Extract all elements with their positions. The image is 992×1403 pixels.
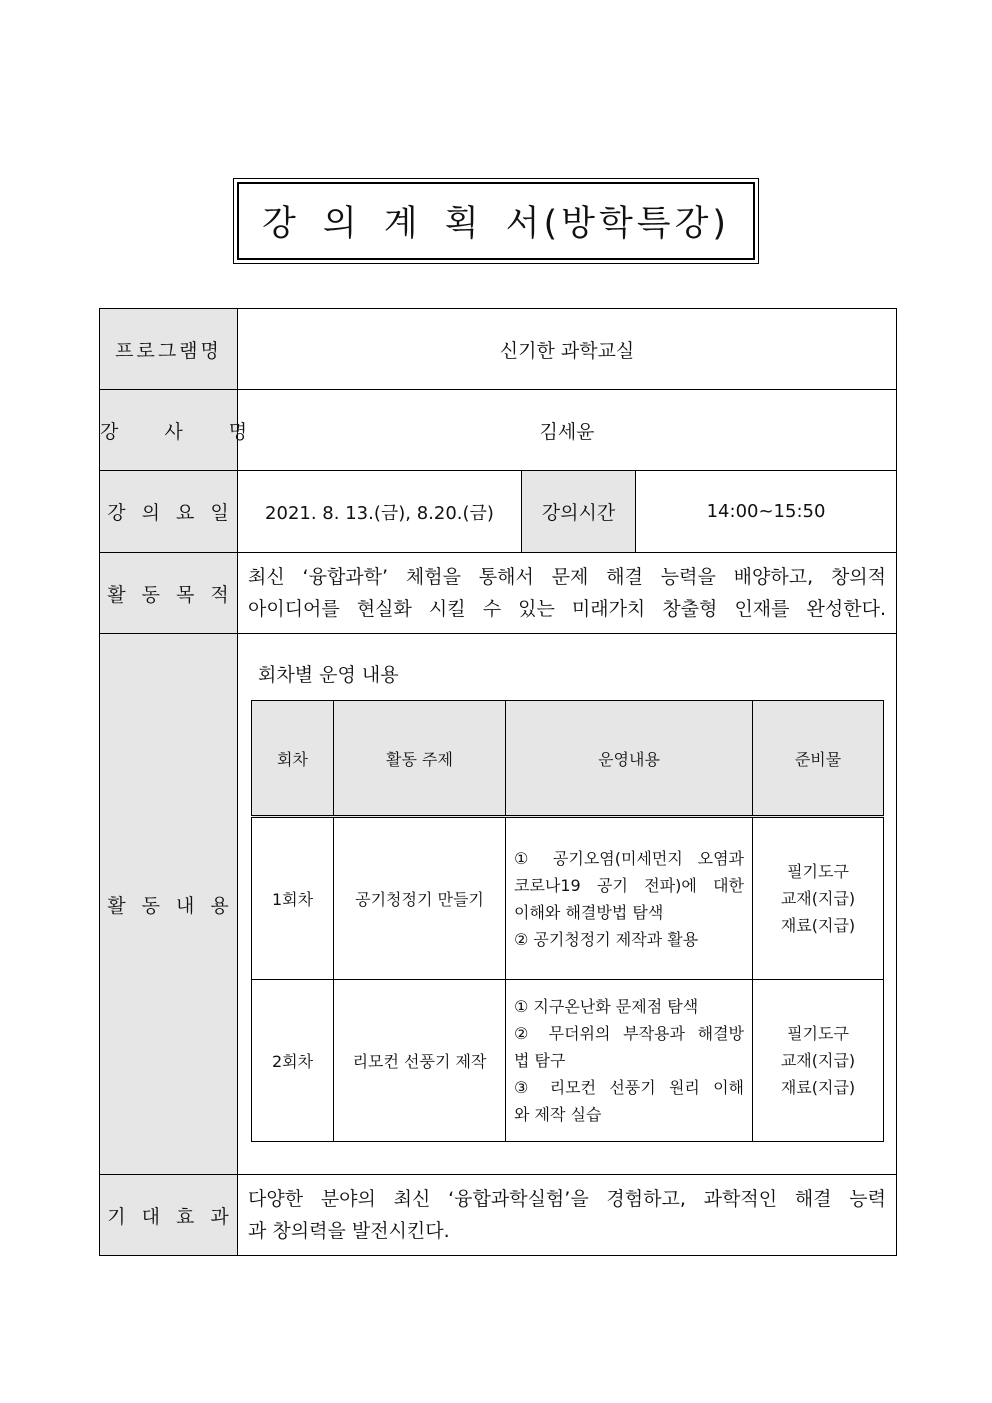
schedule-label: 강 의 요 일 (100, 471, 238, 553)
detail-line: 이해와 해결방법 탐색 (514, 902, 664, 922)
table-row (252, 980, 884, 1142)
session-table-header (252, 701, 884, 817)
detail-line: 코로나19 공기 전파)에 대한 (514, 875, 744, 895)
effect-label: 기 대 효 과 (100, 1175, 238, 1256)
effect-row (100, 1175, 897, 1256)
material-item: 교재(지급) (780, 889, 856, 908)
content-row (100, 634, 897, 1175)
document-title: 강 의 계 획 서(방학특강) (237, 182, 755, 260)
schedule-row (100, 471, 897, 553)
program-label: 프로그램명 (100, 309, 238, 390)
instructor-row (100, 390, 897, 471)
session-topic: 리모컨 선풍기 제작 (334, 980, 506, 1142)
header-details: 운영내용 (506, 701, 753, 817)
instructor-label: 강 사 명 (100, 390, 238, 471)
goal-line-1: 최신 ‘융합과학’ 체험을 통해서 문제 해결 능력을 배양하고, 창의적 (248, 566, 887, 588)
goal-text (238, 553, 897, 634)
material-item: 필기도구 (787, 1024, 849, 1043)
content-subtitle: 회차별 운영 내용 (258, 664, 399, 686)
material-item: 재료(지급) (780, 916, 856, 935)
header-topic: 활동 주제 (334, 701, 506, 817)
session-details (506, 817, 753, 980)
lecture-plan-table (99, 308, 897, 1256)
detail-line: ② 무더위의 부작용과 해결방 (514, 1024, 744, 1043)
time-value: 14:00~15:50 (636, 471, 897, 553)
material-item: 교재(지급) (780, 1051, 856, 1070)
detail-line: ① 지구온난화 문제점 탐색 (514, 997, 699, 1016)
material-item: 필기도구 (787, 862, 849, 881)
detail-line: 법 탐구 (514, 1051, 566, 1070)
session-table (251, 700, 884, 1142)
session-round: 1회차 (252, 817, 334, 980)
schedule-value: 2021. 8. 13.(금), 8.20.(금) (238, 471, 522, 553)
detail-line: ② 공기청정기 제작과 활용 (514, 929, 699, 949)
document-title-box (233, 178, 759, 264)
content-cell (238, 634, 897, 1175)
effect-text (238, 1175, 897, 1256)
detail-line: ③ 리모컨 선풍기 원리 이해 (514, 1078, 744, 1097)
session-materials (753, 980, 884, 1142)
goal-line-2: 아이디어를 현실화 시킬 수 있는 미래가치 창출형 인재를 완성한다. (248, 598, 887, 620)
content-label: 활 동 내 용 (100, 634, 238, 1175)
table-row (252, 817, 884, 980)
goal-row (100, 553, 897, 634)
session-materials (753, 817, 884, 980)
program-row (100, 309, 897, 390)
effect-line-2: 과 창의력을 발전시킨다. (248, 1220, 450, 1242)
session-details (506, 980, 753, 1142)
detail-line: ① 공기오염(미세먼지 오염과 (514, 848, 744, 868)
program-value: 신기한 과학교실 (238, 309, 897, 390)
material-item: 재료(지급) (780, 1078, 856, 1097)
header-materials: 준비물 (753, 701, 884, 817)
session-topic: 공기청정기 만들기 (334, 817, 506, 980)
instructor-value: 김세윤 (238, 390, 897, 471)
goal-label: 활 동 목 적 (100, 553, 238, 634)
header-round: 회차 (252, 701, 334, 817)
session-round: 2회차 (252, 980, 334, 1142)
time-label: 강의시간 (522, 471, 636, 553)
effect-line-1: 다양한 분야의 최신 ‘융합과학실험’을 경험하고, 과학적인 해결 능력 (248, 1188, 887, 1210)
detail-line: 와 제작 실습 (514, 1105, 602, 1124)
